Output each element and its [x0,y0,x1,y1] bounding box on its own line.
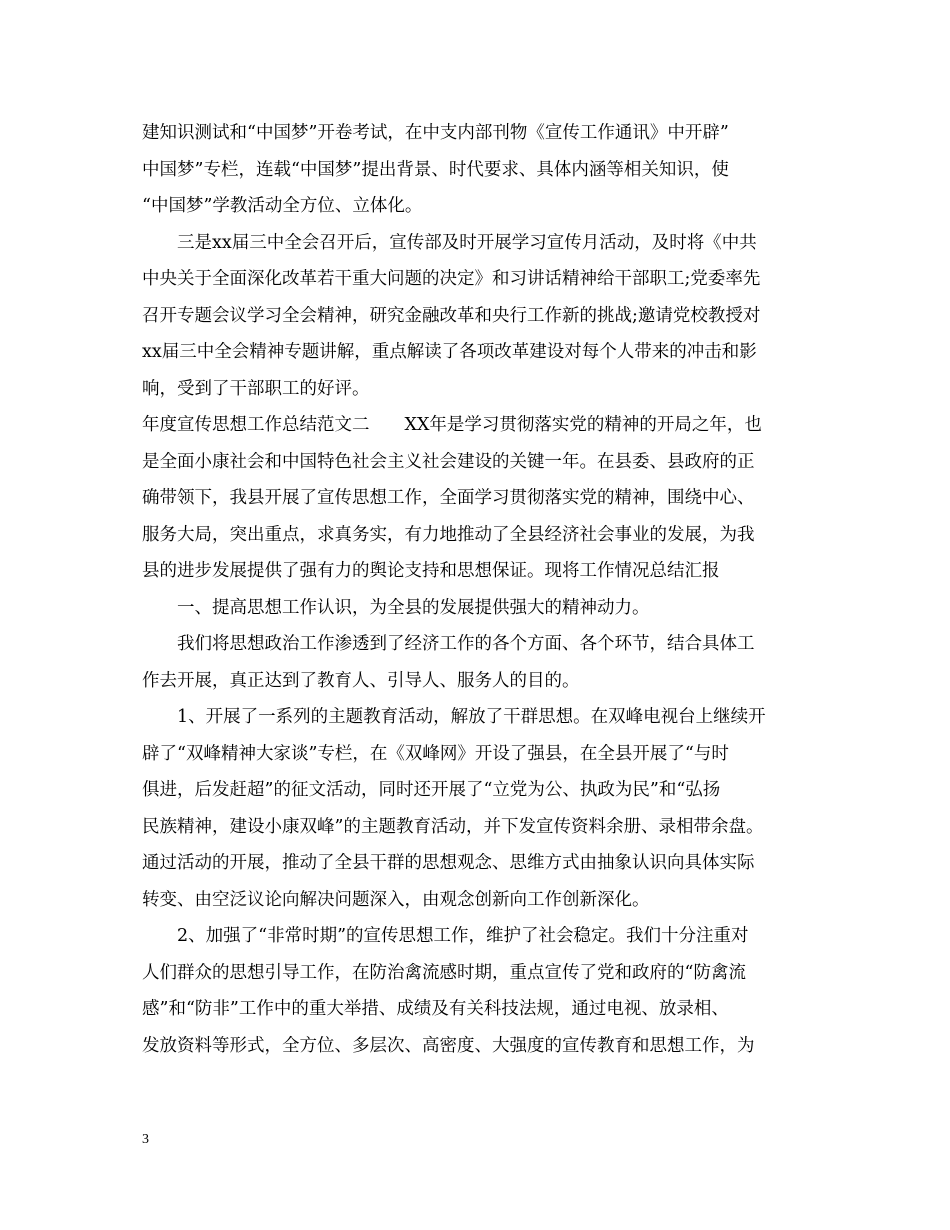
text-line: 中国梦”专栏，连载“中国梦”提出背景、时代要求、具体内涵等相关知识，使 [142,159,729,180]
text-line: 服务大局，突出重点，求真务实，有力地推动了全县经济社会事业的发展，为我 [142,524,755,545]
section-heading-line: 年度宣传思想工作总结范文二 XX年是学习贯彻落实党的精神的开局之年，也 [142,415,762,435]
text-line: xx届三中全会精神专题讲解，重点解读了各项改革建设对每个人带来的冲击和影 [142,342,757,362]
text-line: 我们将思想政治工作渗透到了经济工作的各个方面、各个环节，结合具体工 [177,634,755,654]
text-line: 是全面小康社会和中国特色社会主义社会建设的关键一年。在县委、县政府的正 [142,451,755,472]
text-line: 通过活动的开展，推动了全县干群的思想观念、思维方式由抽象认识向具体实际 [142,853,755,873]
text-line: 辟了“双峰精神大家谈”专栏，在《双峰网》开设了强县，在全县开展了“与时 [142,743,729,764]
text-line: 发放资料等形式，全方位、多层次、高密度、大强度的宣传教育和思想工作，为 [142,1035,755,1056]
text-line: 确带领下，我县开展了宣传思想工作，全面学习贯彻落实党的精神，围绕中心、 [142,488,755,508]
text-line: 中央关于全面深化改革若干重大问题的决定》和习讲话精神给干部职工;党委率先 [142,269,761,289]
text-line: 感”和“防非”工作中的重大举措、成绩及有关科技法规，通过电视、放录相、 [142,999,729,1019]
text-line: 作去开展，真正达到了教育人、引导人、服务人的目的。 [142,670,580,691]
text-line: 俱进，后发赶超”的征文活动，同时还开展了“立党为公、执政为民”和“弘扬 [142,780,721,800]
text-line: 2、加强了“非常时期”的宣传思想工作，维护了社会稳定。我们十分注重对 [177,926,749,946]
text-line: 转变、由空泛议论向解决问题深入，由观念创新向工作创新深化。 [142,889,650,910]
text-line: 建知识测试和“中国梦”开卷考试，在中支内部刊物《宣传工作通讯》中开辟” [142,123,729,143]
text-line: 民族精神，建设小康双峰”的主题教育活动，并下发宣传资料余册、录相带余盘。 [142,816,764,837]
text-line: 召开专题会议学习全会精神，研究金融改革和央行工作新的挑战;邀请党校教授对 [142,305,761,326]
text-line: 三是xx届三中全会召开后，宣传部及时开展学习宣传月活动，及时将《中共 [177,232,757,253]
text-line: “中国梦”学教活动全方位、立体化。 [142,196,423,216]
text-line: 一、提高思想工作认识，为全县的发展提供强大的精神动力。 [177,597,650,618]
page-number: 3 [142,1132,149,1147]
text-line: 县的进步发展提供了强有力的舆论支持和思想保证。现将工作情况总结汇报 [142,561,720,581]
document-body [142,115,812,1064]
text-line: 1、开展了一系列的主题教育活动，解放了干群思想。在双峰电视台上继续开 [177,707,766,727]
text-line: 人们群众的思想引导工作，在防治禽流感时期，重点宣传了党和政府的“防禽流 [142,962,746,983]
text-line: 响，受到了干部职工的好评。 [142,378,370,399]
